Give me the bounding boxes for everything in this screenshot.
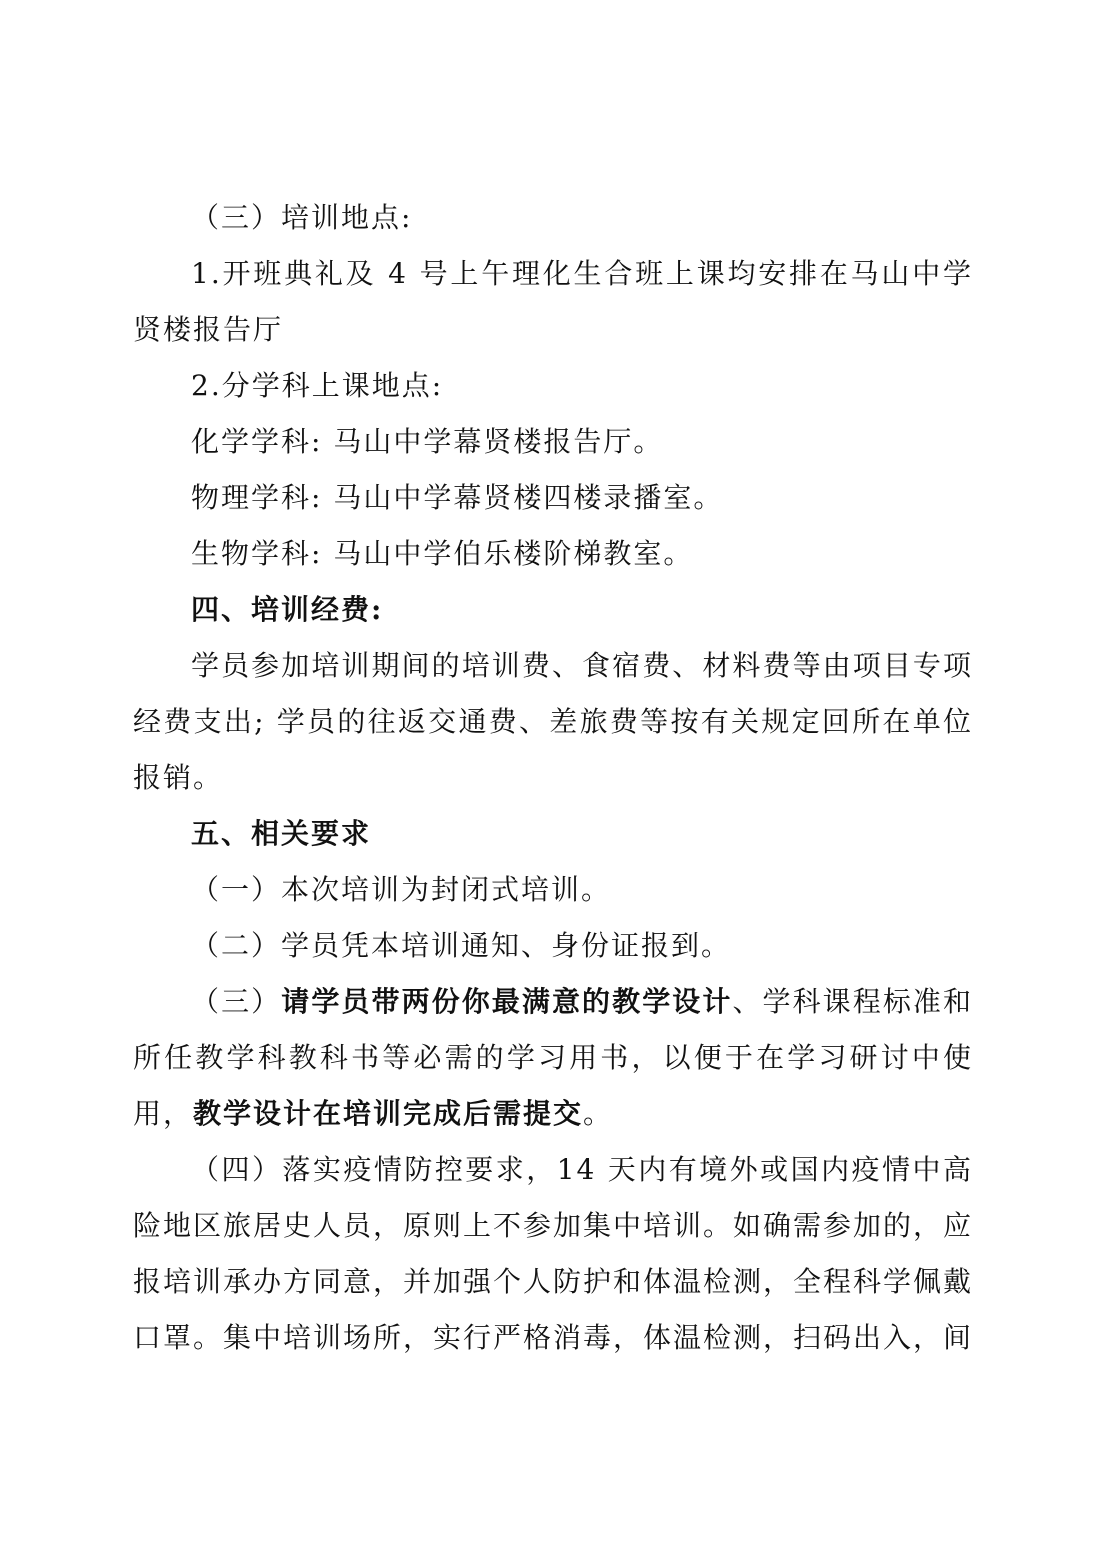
requirement-3-line-2: 所任教学科教科书等必需的学习用书，以便于在学习研讨中使 — [133, 1041, 973, 1074]
requirement-3-line-1 — [133, 974, 973, 1030]
requirement-3-line-3-prefix: 用， — [133, 1097, 194, 1130]
requirement-4-line-1: （四）落实疫情防控要求，14 天内有境外或国内疫情中高 — [191, 1153, 973, 1186]
requirement-4-line-4: 口罩。集中培训场所，实行严格消毒，体温检测，扫码出入，间 — [133, 1321, 973, 1354]
requirement-3-rest: 、学科课程标准和 — [732, 985, 973, 1018]
document-body — [133, 190, 973, 1366]
chemistry-location: 化学学科: 马山中学幕贤楼报告厅。 — [191, 425, 664, 458]
requirement-2: （二）学员凭本培训通知、身份证报到。 — [191, 929, 732, 962]
requirement-3-line-3-suffix: 。 — [583, 1097, 614, 1130]
fees-paragraph-line-3: 报销。 — [133, 761, 224, 794]
fees-paragraph-line-1: 学员参加培训期间的培训费、食宿费、材料费等由项目专项 — [191, 649, 973, 682]
requirement-3-emphasis-1: 请学员带两份你最满意的教学设计 — [281, 985, 733, 1018]
fees-paragraph-line-2: 经费支出; 学员的往返交通费、差旅费等按有关规定回所在单位 — [133, 705, 973, 738]
requirement-4-line-3: 报培训承办方同意，并加强个人防护和体温检测，全程科学佩戴 — [133, 1265, 973, 1298]
location-item-1-line-2: 贤楼报告厅 — [133, 313, 284, 346]
location-item-1-line-1: 1.开班典礼及 4 号上午理化生合班上课均安排在马山中学 — [191, 257, 973, 290]
location-heading: （三）培训地点: — [191, 201, 413, 234]
requirement-1: （一）本次培训为封闭式培训。 — [191, 873, 612, 906]
requirement-3-line-3 — [133, 1086, 973, 1142]
location-item-2-heading: 2.分学科上课地点: — [191, 369, 444, 402]
physics-location: 物理学科: 马山中学幕贤楼四楼录播室。 — [191, 481, 724, 514]
section-4-heading: 四、培训经费: — [191, 593, 384, 626]
biology-location: 生物学科: 马山中学伯乐楼阶梯教室。 — [191, 537, 694, 570]
requirement-3-emphasis-2: 教学设计在培训完成后需提交 — [193, 1097, 584, 1130]
requirement-4-line-2: 险地区旅居史人员，原则上不参加集中培训。如确需参加的，应 — [133, 1209, 973, 1242]
section-5-heading: 五、相关要求 — [191, 817, 372, 850]
requirement-3-prefix: （三） — [191, 985, 282, 1018]
